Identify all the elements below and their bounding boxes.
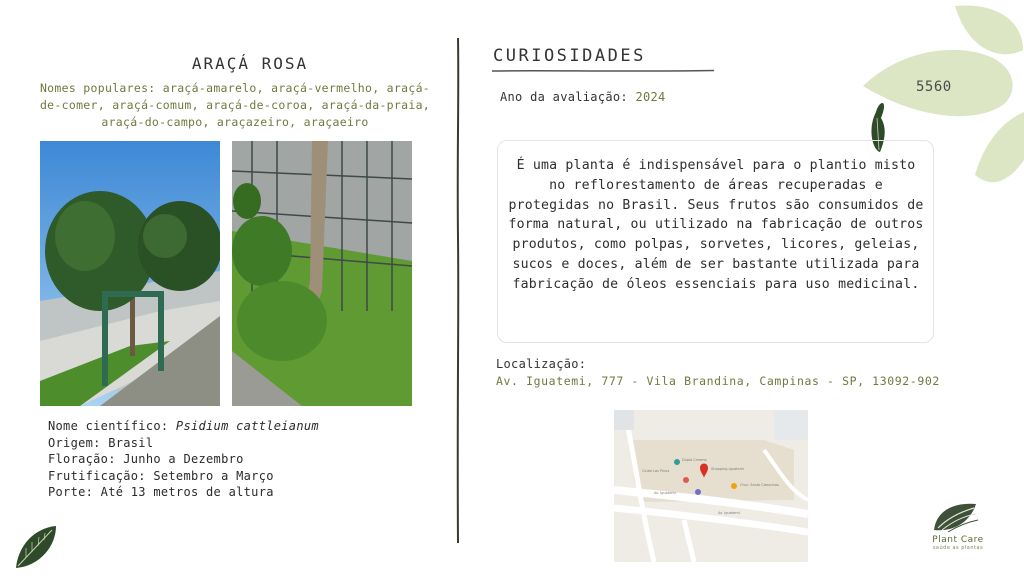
popular-names: Nomes populares: araçá-amarelo, araçá-vermelho, araçá-de-comer, araçá-comum, araçá-de-coroa, araçá-da-praia, araçá-do-campo, araçazeiro, araçaeiro: [39, 81, 431, 129]
decorative-leaf-icon: [12, 524, 60, 572]
title-underline: [492, 69, 714, 73]
location-address: Av. Iguatemi, 777 - Vila Brandina, Campinas - SP, 13092-902: [496, 374, 940, 388]
location-map[interactable]: [614, 410, 808, 562]
curiosity-text: É uma planta é indispensável para o plantio misto no reflorestamento de áreas recuperadas e protegidas no Brasil. Seus frutos são consumidos de forma natural, ou utilizado na fabricação de outros produtos, como polpas, sorvetes, licores, geleias, sucos e doces, além de ser bastante utilizada para fabricação de óleos essenciais para uso medicinal.: [508, 158, 924, 292]
trunk-photo: [232, 141, 412, 406]
fruiting: Frutificação: Setembro a Março: [48, 468, 274, 483]
plant-care-logo-icon: [930, 500, 980, 534]
plant-name: ARAÇÁ ROSA: [191, 54, 309, 73]
svg-text:Av. Iguatemi: Av. Iguatemi: [718, 511, 740, 515]
brand-tagline: saúde as plantas: [932, 545, 984, 551]
year-label: Ano da avaliação:: [500, 90, 636, 104]
curiosities-title: CURIOSIDADES: [493, 46, 646, 66]
svg-text:Clube Los Pinos: Clube Los Pinos: [642, 469, 670, 473]
size: Porte: Até 13 metros de altura: [48, 485, 274, 499]
year-value: 2024: [635, 90, 666, 104]
scientific-name: Psidium cattleianum: [175, 419, 319, 433]
location-label: Localização:: [496, 357, 587, 371]
tree-photo: [40, 141, 220, 406]
scientific-name-label: Nome científico:: [48, 419, 176, 433]
evaluation-year: [500, 90, 666, 104]
svg-text:Duplo Cinema: Duplo Cinema: [682, 458, 707, 462]
plant-facts: [48, 418, 319, 501]
svg-text:Chur. Santo Campinas: Chur. Santo Campinas: [740, 483, 779, 487]
scientific-name-row: [48, 418, 319, 435]
origin: Origem: Brasil: [48, 435, 154, 450]
svg-text:Av. Iguatemi: Av. Iguatemi: [654, 491, 676, 495]
brand-name: Plant Care: [932, 535, 984, 545]
vertical-divider: [456, 38, 460, 543]
tree-code: 5560: [916, 79, 952, 95]
flowering: Floração: Junho a Dezembro: [48, 452, 244, 466]
svg-text:Shopping Iguatemi: Shopping Iguatemi: [711, 467, 745, 471]
